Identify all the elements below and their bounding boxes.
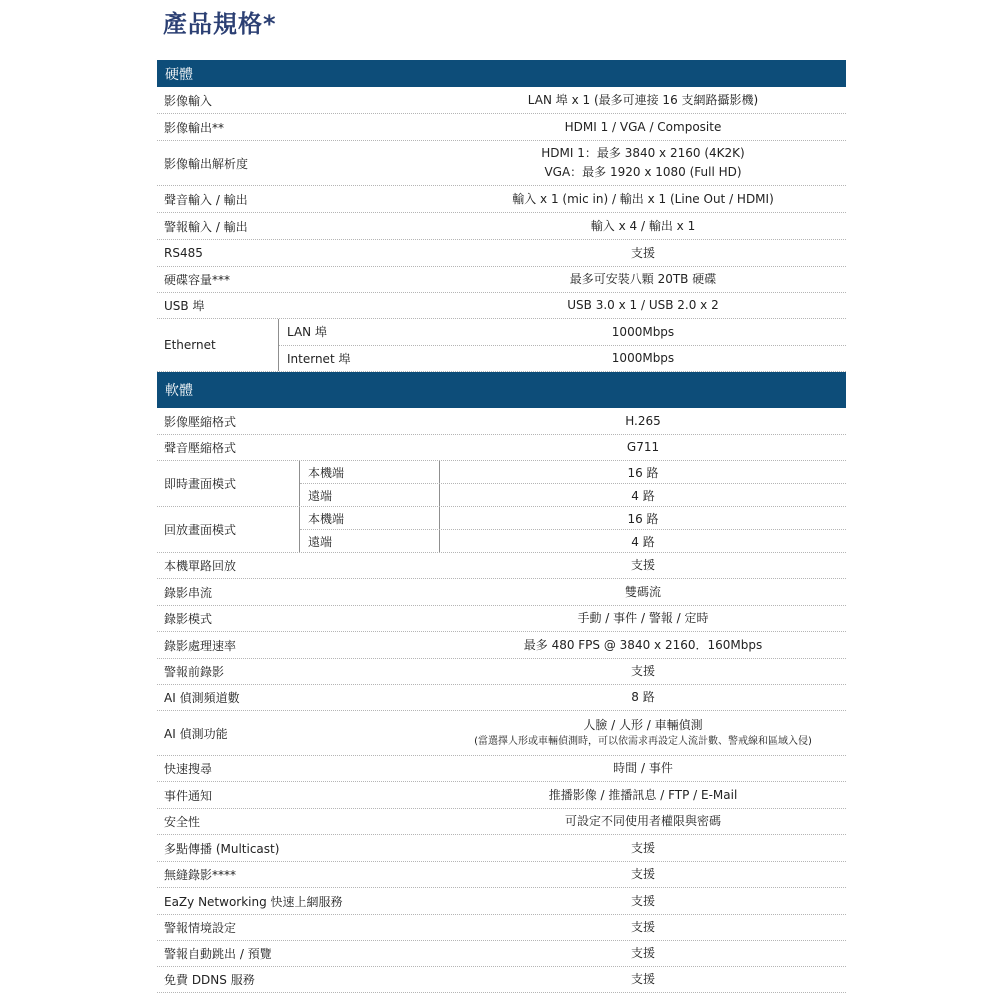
spec-value: 16 路 bbox=[627, 511, 659, 526]
spec-value: 16 路 bbox=[627, 465, 659, 480]
spec-value: LAN 埠 x 1 (最多可連接 16 支網路攝影機) bbox=[527, 92, 759, 107]
spec-value-line: 人臉 / 人形 / 車輛偵測 bbox=[583, 717, 703, 732]
spec-label: 警報情境設定 bbox=[164, 921, 237, 935]
spec-value: 支援 bbox=[630, 920, 655, 935]
spec-value: 支援 bbox=[630, 972, 655, 987]
spec-value: 輸入 x 1 (mic in) / 輸出 x 1 (Line Out / HDMI) bbox=[512, 191, 774, 206]
spec-value-note: (當選擇人形或車輛偵測時，可以依需求再設定人流計數、警戒線和區域入侵) bbox=[474, 736, 812, 748]
spec-value: 支援 bbox=[630, 893, 655, 908]
spec-value: 支援 bbox=[630, 245, 655, 260]
spec-label: 錄影串流 bbox=[164, 585, 213, 600]
spec-row bbox=[157, 553, 846, 579]
spec-value: 8 路 bbox=[631, 690, 655, 705]
spec-label: 影像輸出解析度 bbox=[164, 156, 249, 171]
spec-label: 免費 DDNS 服務 bbox=[164, 973, 255, 987]
spec-value: 支援 bbox=[630, 664, 655, 679]
spec-value: 推播影像 / 推播訊息 / FTP / E-Mail bbox=[548, 787, 738, 802]
spec-label: AI 偵測功能 bbox=[164, 726, 228, 741]
spec-label: 無縫錄影**** bbox=[164, 868, 237, 882]
spec-row bbox=[157, 141, 846, 186]
spec-label: 多點傳播 (Multicast) bbox=[164, 841, 280, 856]
ethernet-subrows bbox=[279, 319, 846, 371]
spec-label: 警報前錄影 bbox=[164, 665, 225, 679]
spec-sublabel: 遠端 bbox=[300, 530, 440, 552]
spec-row bbox=[157, 782, 846, 809]
spec-value: 支援 bbox=[630, 558, 655, 573]
spec-value: 支援 bbox=[630, 867, 655, 882]
spec-row bbox=[157, 114, 846, 141]
spec-subrow bbox=[300, 484, 846, 506]
spec-subrow bbox=[279, 346, 846, 372]
spec-row-ai-function bbox=[157, 711, 846, 756]
spec-value: G711 bbox=[626, 440, 660, 455]
spec-value: USB 3.0 x 1 / USB 2.0 x 2 bbox=[567, 298, 719, 313]
ethernet-group bbox=[157, 319, 846, 372]
spec-value: 最多可安裝八顆 20TB 硬碟 bbox=[569, 272, 717, 287]
spec-value: 可設定不同使用者權限與密碼 bbox=[564, 814, 721, 829]
spec-sublabel: LAN 埠 bbox=[287, 325, 327, 340]
spec-value bbox=[440, 141, 846, 185]
spec-subrow bbox=[300, 507, 846, 530]
playback-group bbox=[157, 507, 846, 553]
spec-label: 警報自動跳出 / 預覽 bbox=[164, 947, 272, 961]
spec-label: 快速搜尋 bbox=[164, 762, 213, 776]
spec-value: H.265 bbox=[625, 413, 661, 428]
spec-value-line: HDMI 1：最多 3840 x 2160 (4K2K) bbox=[541, 146, 745, 161]
spec-row bbox=[157, 435, 846, 461]
spec-row bbox=[157, 941, 846, 967]
spec-table bbox=[157, 60, 846, 993]
spec-value: 手動 / 事件 / 警報 / 定時 bbox=[577, 611, 709, 626]
spec-label: EaZy Networking 快速上網服務 bbox=[164, 894, 343, 909]
spec-label: USB 埠 bbox=[164, 299, 205, 313]
spec-label: Ethernet bbox=[157, 319, 279, 371]
spec-value: 雙碼流 bbox=[624, 584, 661, 599]
spec-label: 錄影模式 bbox=[164, 612, 213, 626]
spec-value: 4 路 bbox=[631, 488, 655, 503]
spec-value: HDMI 1 / VGA / Composite bbox=[564, 119, 722, 134]
spec-subrow bbox=[279, 319, 846, 346]
section-header-software bbox=[157, 372, 846, 408]
spec-label: 聲音輸入 / 輸出 bbox=[164, 192, 248, 207]
spec-label: 即時畫面模式 bbox=[157, 461, 300, 506]
spec-subrow bbox=[300, 461, 846, 484]
spec-label: 影像壓縮格式 bbox=[164, 414, 237, 429]
spec-value: 時間 / 事件 bbox=[613, 761, 673, 776]
section-header-hardware bbox=[157, 60, 846, 87]
spec-value: 1000Mbps bbox=[611, 351, 675, 366]
spec-sublabel: 遠端 bbox=[300, 484, 440, 506]
spec-label: 聲音壓縮格式 bbox=[164, 441, 237, 455]
spec-value-line: VGA：最多 1920 x 1080 (Full HD) bbox=[544, 165, 742, 179]
playback-subrows bbox=[300, 507, 846, 552]
spec-row bbox=[157, 967, 846, 993]
live-view-subrows bbox=[300, 461, 846, 506]
spec-label: 事件通知 bbox=[164, 788, 213, 803]
spec-sublabel: 本機端 bbox=[300, 507, 440, 529]
spec-row bbox=[157, 87, 846, 114]
spec-row bbox=[157, 606, 846, 632]
spec-value: 支援 bbox=[630, 840, 655, 855]
spec-value: 最多 480 FPS @ 3840 x 2160．160Mbps bbox=[523, 637, 763, 652]
spec-sublabel: 本機端 bbox=[300, 461, 440, 483]
spec-row bbox=[157, 240, 846, 267]
spec-subrow bbox=[300, 530, 846, 552]
spec-value: 1000Mbps bbox=[611, 324, 675, 339]
spec-value: 輸入 x 4 / 輸出 x 1 bbox=[590, 218, 696, 233]
spec-row bbox=[157, 267, 846, 293]
spec-row bbox=[157, 579, 846, 606]
spec-label: 硬碟容量*** bbox=[164, 273, 231, 287]
spec-row bbox=[157, 632, 846, 659]
spec-sublabel: Internet 埠 bbox=[287, 351, 351, 366]
spec-value: 4 路 bbox=[631, 534, 655, 549]
spec-value bbox=[440, 711, 846, 755]
section-title: 硬體 bbox=[165, 66, 193, 83]
spec-label: 錄影處理速率 bbox=[164, 638, 237, 653]
spec-label: 影像輸出** bbox=[164, 120, 225, 135]
spec-row bbox=[157, 888, 846, 915]
spec-row bbox=[157, 809, 846, 835]
spec-label: RS485 bbox=[164, 246, 203, 260]
spec-label: 安全性 bbox=[164, 815, 201, 829]
spec-row bbox=[157, 213, 846, 240]
spec-row bbox=[157, 915, 846, 941]
spec-row bbox=[157, 862, 846, 888]
section-title: 軟體 bbox=[165, 383, 193, 399]
page-title: 產品規格* bbox=[163, 10, 277, 38]
spec-value: 支援 bbox=[630, 946, 655, 961]
spec-label: 影像輸入 bbox=[164, 93, 213, 108]
spec-label: 警報輸入 / 輸出 bbox=[164, 219, 248, 234]
spec-row bbox=[157, 756, 846, 782]
spec-row bbox=[157, 186, 846, 213]
spec-row bbox=[157, 293, 846, 319]
spec-row bbox=[157, 685, 846, 711]
spec-label: AI 偵測頻道數 bbox=[164, 691, 240, 705]
spec-row bbox=[157, 659, 846, 685]
spec-label: 本機單路回放 bbox=[164, 559, 237, 573]
spec-row bbox=[157, 408, 846, 435]
spec-row bbox=[157, 835, 846, 862]
live-view-group bbox=[157, 461, 846, 507]
spec-label: 回放畫面模式 bbox=[157, 507, 300, 552]
